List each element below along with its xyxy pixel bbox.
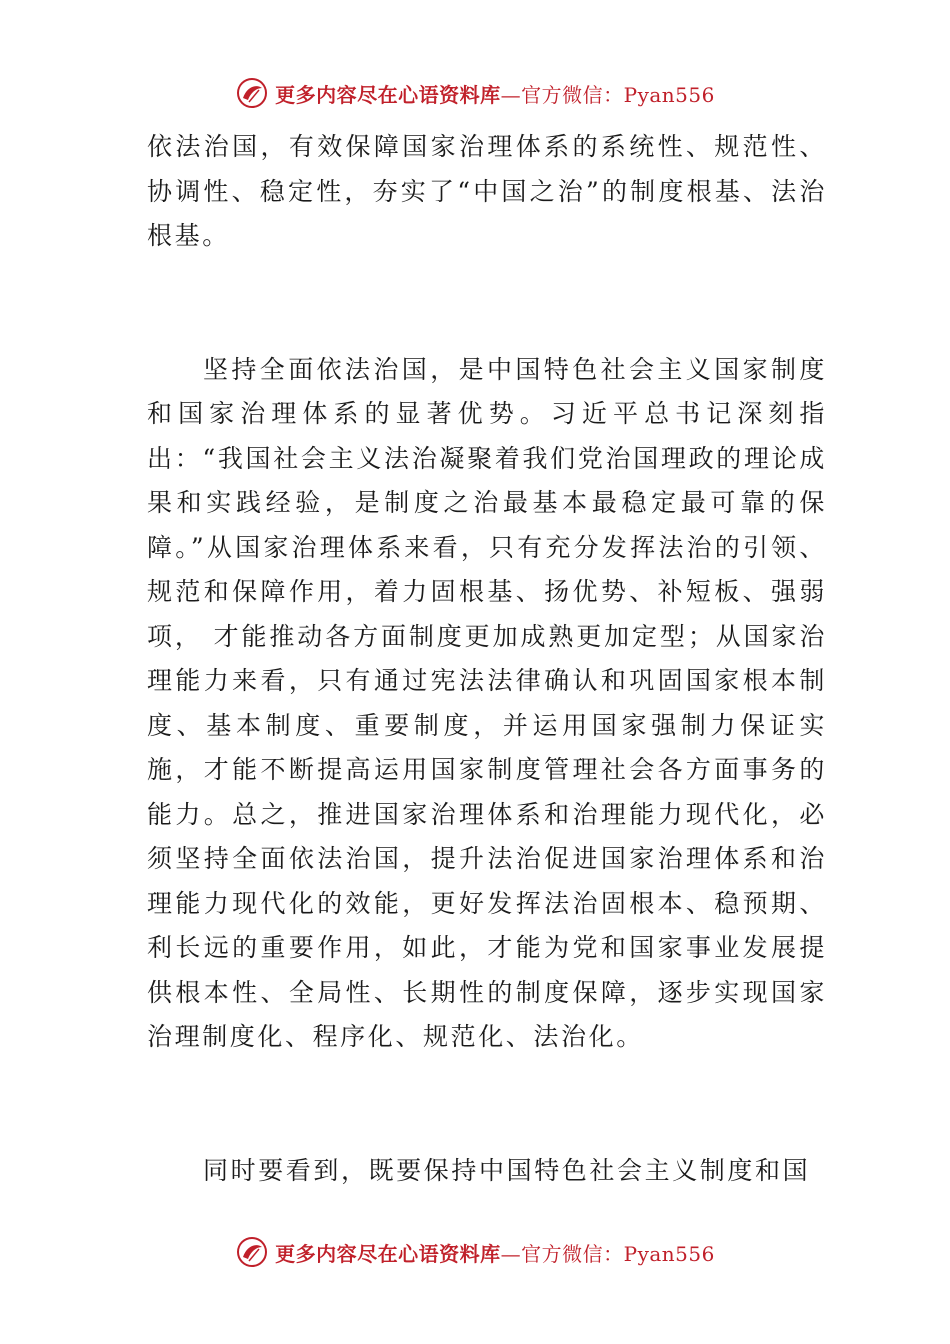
watermark-contact: 官方微信：Pyan556	[521, 82, 715, 107]
paragraph-gap	[147, 259, 827, 348]
watermark-separator: —	[500, 1241, 522, 1266]
paragraph-gap	[147, 1060, 827, 1149]
watermark-main: 更多内容尽在心语资料库	[275, 1241, 501, 1266]
watermark-separator: —	[500, 82, 522, 107]
paragraph-2: 坚持全面依法治国，是中国特色社会主义国家制度和国家治理体系的显著优势。习近平总书记深刻指出：“我国社会主义法治凝聚着我们党治国理政的理论成果和实践经验，是制度之治最基本最稳定最可靠的保障。”从国家治理体系来看，只有充分发挥法治的引领、规范和保障作用，着力固根基、扬优势、补短板、强弱项， 才能推动各方面制度更加成熟更加定型；从国家治理能力来看，只有通过宪法法律确认和巩固国家根本制度、基本制度、重要制度，并运用国家强制力保证实施，才能不断提高运用国家制度管理社会各方面事务的能力。总之，推进国家治理体系和治理能力现代化，必须坚持全面依法治国，提升法治促进国家治理体系和治理能力现代化的效能，更好发挥法治固根本、稳预期、利长远的重要作用，如此，才能为党和国家事业发展提供根本性、全局性、长期性的制度保障，逐步实现国家治理制度化、程序化、规范化、法治化。	[147, 354, 827, 1051]
brand-logo-icon	[235, 76, 269, 110]
footer-watermark	[0, 1232, 950, 1272]
watermark-text	[275, 79, 715, 108]
document-body	[147, 125, 827, 1193]
header-watermark	[0, 73, 950, 113]
watermark-contact: 官方微信：Pyan556	[521, 1241, 715, 1266]
paragraph-3: 同时要看到，既要保持中国特色社会主义制度和国	[203, 1155, 811, 1185]
paragraph-1: 依法治国，有效保障国家治理体系的系统性、规范性、协调性、稳定性，夯实了“中国之治”的制度根基、法治根基。	[147, 132, 827, 250]
watermark-text	[275, 1238, 715, 1267]
watermark-main: 更多内容尽在心语资料库	[275, 82, 501, 107]
brand-logo-icon	[235, 1235, 269, 1269]
